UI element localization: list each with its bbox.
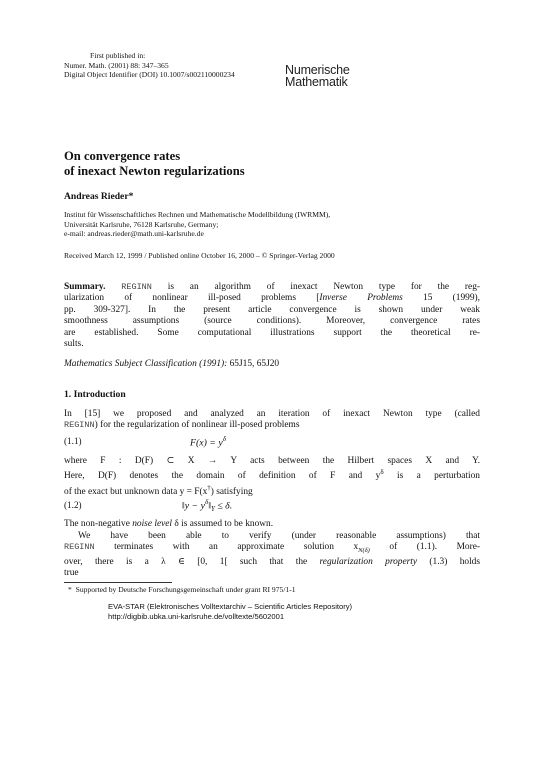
article-title: On convergence rates of inexact Newton regularizations bbox=[64, 149, 245, 178]
paragraph-4: We have been able to verify (under reasonable assumptions) that REGINN terminates with an approximate solution $x_{N(\delta)}$ of (1.1). More- over, there is a λ ∈ [0, 1[ such that the regularization property (1.3) holds true bbox=[64, 531, 481, 579]
journal-logo: Numerische Mathematik bbox=[285, 63, 350, 89]
repository-url[interactable]: http://digbib.ubka.uni-karlsruhe.de/volltexte/5602001 bbox=[108, 612, 285, 621]
paragraph-1: In [15] we proposed and analyzed an iteration of inexact Newton type (called REGINN) for the regularization of nonlinear ill-posed problems bbox=[64, 409, 480, 431]
footnote-rule bbox=[64, 582, 172, 583]
equation-1-2: ‖y − $y^\delta‖_Y \le \delta$. bbox=[182, 498, 233, 514]
footnote: * Supported by Deutsche Forschungsgemeinschaft under grant RI 975/1-1 bbox=[68, 585, 296, 594]
doi: Digital Object Identifier (DOI) 10.1007/s002110000234 bbox=[64, 70, 235, 80]
author: Andreas Rieder* bbox=[64, 191, 134, 202]
received-dates: Received March 12, 1999 / Published online October 16, 2000 – © Springer-Verlag 2000 bbox=[64, 251, 335, 260]
citation: Numer. Math. (2001) 88: 347–365 bbox=[64, 60, 169, 70]
publication-info bbox=[64, 51, 284, 80]
equation-number-1-1: (1.1) bbox=[64, 436, 82, 446]
section-heading: 1. Introduction bbox=[64, 389, 126, 400]
affiliation: Institut für Wissenschaftliches Rechnen und Mathematische Modellbildung (IWRMM), Universität Karlsruhe, 76128 Karlsruhe, Germany; e-mail: andreas.rieder@math.uni-karlsruhe.de bbox=[64, 210, 331, 239]
first-published: First published in: bbox=[90, 51, 146, 60]
repository-info: EVA-STAR (Elektronisches Volltextarchiv – Scientific Articles Repository) http://digbib.ubka.uni-karlsruhe.de/volltexte/5602001 bbox=[108, 602, 353, 621]
msc-classification: Mathematics Subject Classification (1991): 65J15, 65J20 bbox=[64, 359, 280, 369]
equation-1-1: $F(x) = y^\delta$ bbox=[190, 435, 226, 449]
summary: Summary. REGINN is an algorithm of inexact Newton type for the reg- ularization of nonlinear ill-posed problems [Inverse Problems 15 (1999), pp. 309-327]. In the present article convergence is shown under weak smoothness assumptions (source conditions). Moreover, convergence rates are established. Some computational illustrations support the theoretical re- sults. bbox=[64, 282, 480, 350]
paragraph-3: The non-negative noise level δ is assumed to be known. bbox=[64, 519, 274, 529]
paragraph-2: where F : D(F) ⊂ X → Y acts between the Hilbert spaces X and Y. Here, D(F) denotes the domain of definition of F and $y^\delta$ is a perturbation of the exact but unknown data y = F(x†) satisfying bbox=[64, 456, 480, 498]
equation-number-1-2: (1.2) bbox=[64, 500, 82, 510]
